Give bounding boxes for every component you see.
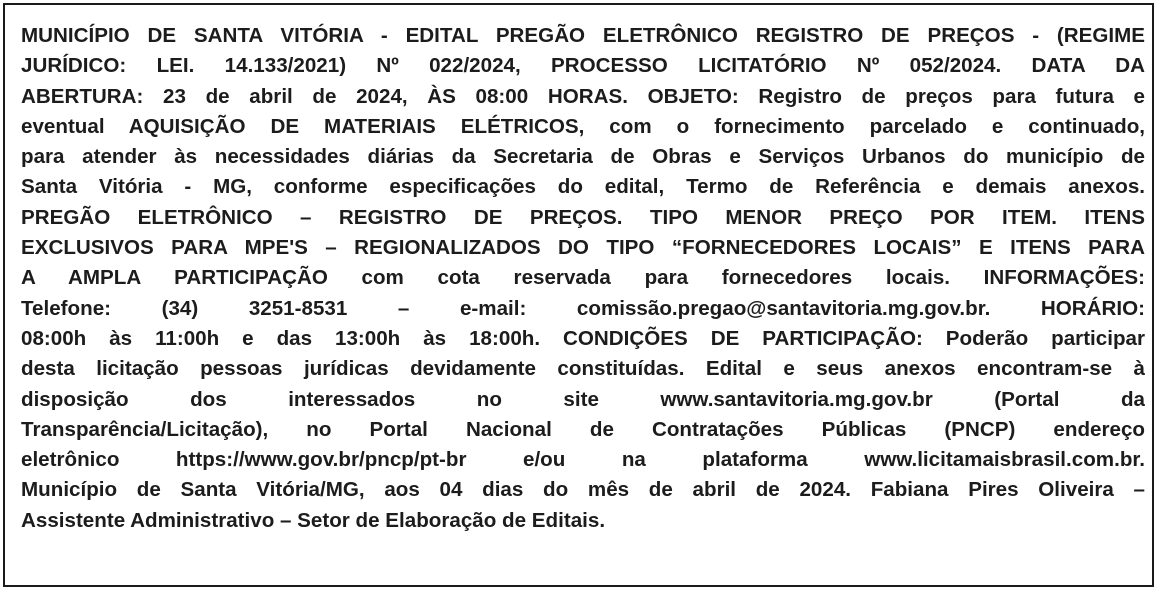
notice-line: JURÍDICO: LEI. 14.133/2021) Nº 022/2024, PROCESSO LICITATÓRIO Nº 052/2024. DATA DA [21, 54, 1145, 78]
notice-line: disposição dos interessados no site www.santavitoria.mg.gov.br (Portal da [21, 387, 1145, 411]
notice-line: Transparência/Licitação), no Portal Nacional de Contratações Públicas (PNCP) endereço [21, 417, 1145, 441]
notice-line: Santa Vitória - MG, conforme especificações do edital, Termo de Referência e demais anexos. [21, 175, 1145, 199]
notice-frame [3, 3, 1154, 587]
notice-line: PREGÃO ELETRÔNICO – REGISTRO DE PREÇOS. TIPO MENOR PREÇO POR ITEM. ITENS [21, 205, 1145, 229]
notice-line: EXCLUSIVOS PARA MPE'S – REGIONALIZADOS DO TIPO “FORNECEDORES LOCAIS” E ITENS PARA [21, 236, 1145, 260]
notice-line: Assistente Administrativo – Setor de Elaboração de Editais. [21, 508, 606, 532]
notice-line: desta licitação pessoas jurídicas devidamente constituídas. Edital e seus anexos encontram-se à [21, 357, 1145, 381]
notice-line: A AMPLA PARTICIPAÇÃO com cota reservada para fornecedores locais. INFORMAÇÕES: [21, 266, 1145, 290]
notice-line: ABERTURA: 23 de abril de 2024, ÀS 08:00 HORAS. OBJETO: Registro de preços para futura e [21, 84, 1145, 108]
notice-line: para atender às necessidades diárias da Secretaria de Obras e Serviços Urbanos do município de [21, 145, 1145, 169]
notice-line: eventual AQUISIÇÃO DE MATERIAIS ELÉTRICOS, com o fornecimento parcelado e continuado, [21, 114, 1145, 138]
notice-line: Telefone: (34) 3251-8531 – e-mail: comissão.pregao@santavitoria.mg.gov.br. HORÁRIO: [21, 296, 1145, 320]
notice-line: MUNICÍPIO DE SANTA VITÓRIA - EDITAL PREGÃO ELETRÔNICO REGISTRO DE PREÇOS - (REGIME [21, 24, 1145, 47]
notice-line: 08:00h às 11:00h e das 13:00h às 18:00h. CONDIÇÕES DE PARTICIPAÇÃO: Poderão participar [21, 326, 1145, 350]
notice-body [21, 21, 1145, 536]
notice-line: Município de Santa Vitória/MG, aos 04 dias do mês de abril de 2024. Fabiana Pires Oliveira – [21, 478, 1145, 502]
notice-line: eletrônico https://www.gov.br/pncp/pt-br e/ou na plataforma www.licitamaisbrasil.com.br. [21, 448, 1145, 472]
